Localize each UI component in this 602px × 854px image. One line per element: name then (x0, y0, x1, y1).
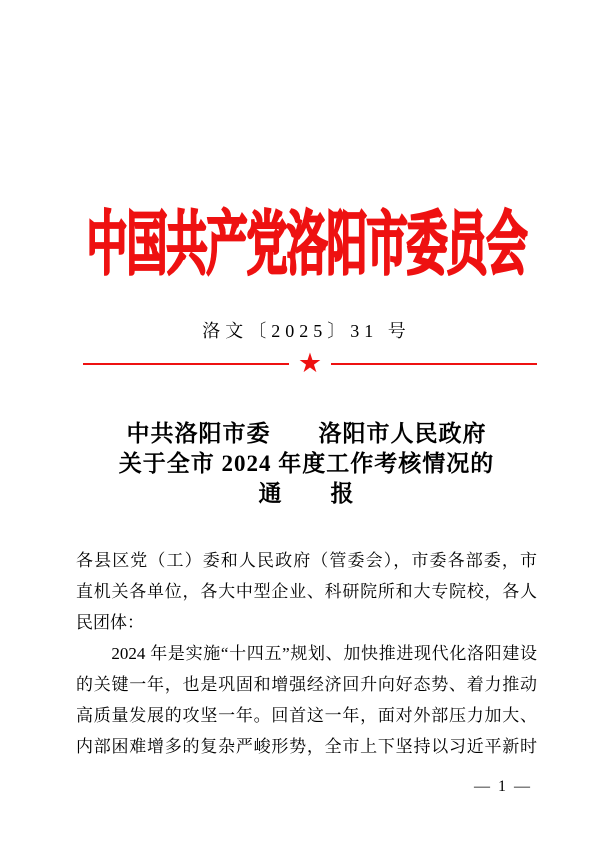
body-line: 高质量发展的攻坚一年。回首这一年，面对外部压力加大、 (76, 706, 537, 725)
divider-line-right (331, 363, 537, 365)
doc-title-line1: 中共洛阳市委 洛阳市人民政府 (126, 421, 487, 446)
body-text (76, 545, 537, 762)
page-number: — 1 — (474, 778, 532, 795)
body-line: 民团体： (76, 613, 144, 632)
doc-title (76, 419, 537, 509)
doc-title-line3: 通 报 (258, 481, 355, 506)
masthead-title: 中国共产党洛阳市委员会 (86, 205, 527, 283)
body-line: 内部困难增多的复杂严峻形势，全市上下坚持以习近平新时 (76, 737, 537, 756)
doc-title-line2: 关于全市 2024 年度工作考核情况的 (118, 451, 495, 476)
divider-line-left (83, 363, 289, 365)
star-icon: ★ (297, 348, 323, 379)
body-line: 直机关各单位，各大中型企业、科研院所和大专院校，各人 (76, 582, 537, 601)
body-line: 的关键一年，也是巩固和增强经济回升向好态势、着力推动 (76, 675, 537, 694)
body-line: 2024 年是实施“十四五”规划、加快推进现代化洛阳建设 (76, 644, 537, 663)
body-line: 各县区党（工）委和人民政府（管委会），市委各部委，市 (76, 551, 537, 570)
red-divider (83, 348, 537, 379)
doc-number: 洛文〔2025〕31 号 (202, 321, 411, 341)
